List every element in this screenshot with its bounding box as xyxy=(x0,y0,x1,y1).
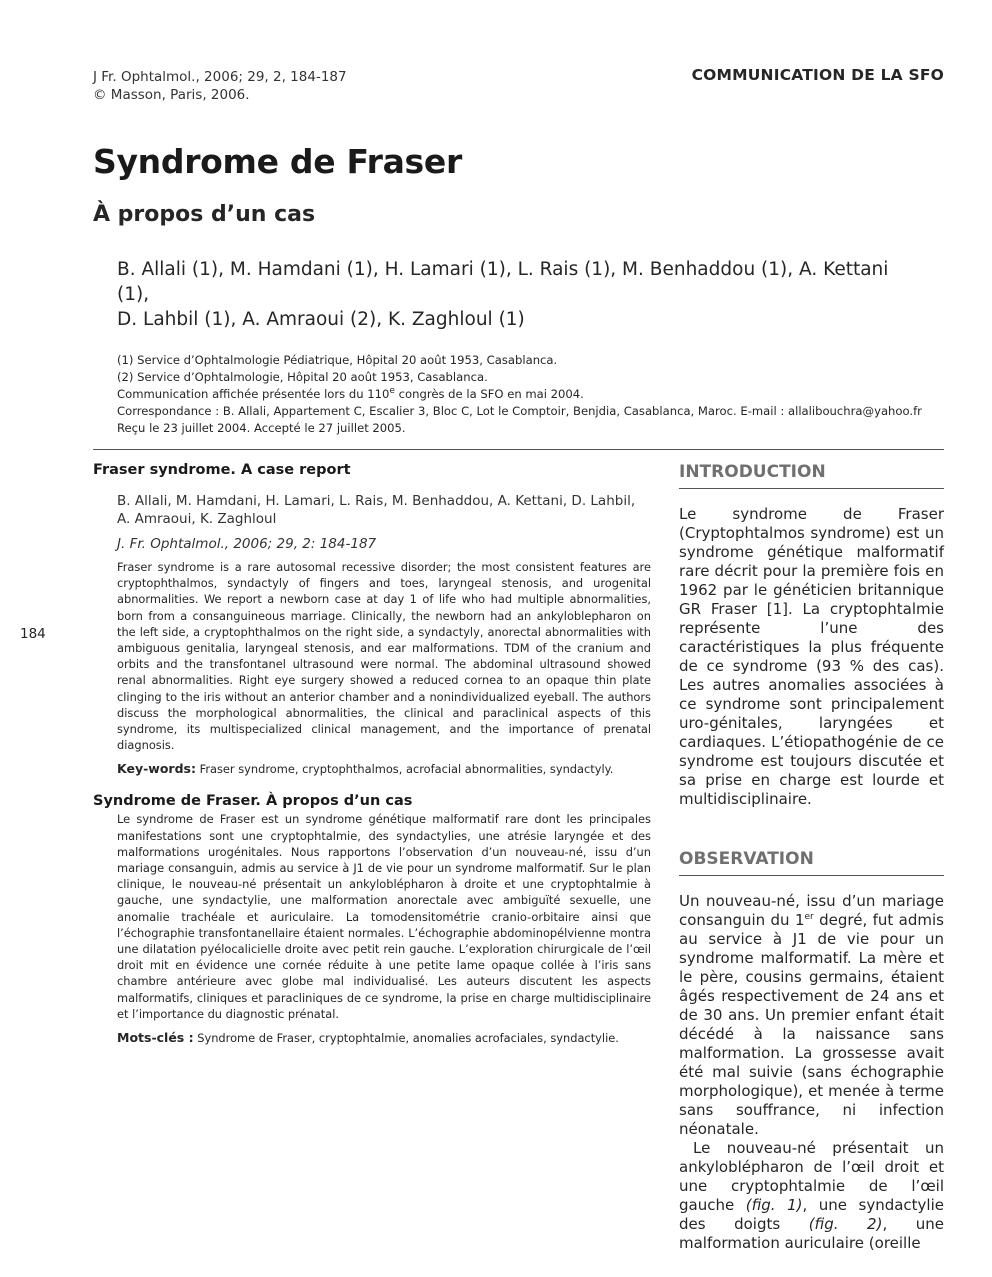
keywords-label: Key-words: xyxy=(117,761,196,777)
figure-1-reference: (fig. 1) xyxy=(745,1196,803,1214)
introduction-paragraph: Le syndrome de Fraser (Cryptophtalmos syndrome) est un syndrome génétique malformatif rare décrit pour la première fois en 1962 par le généticien britannique GR Fraser [1]. La cryptophtalmie représente l’une des caractéristiques la plus fréquente de ce syndrome (93 % des cas). Les autres anomalies associées à ce syndrome sont principalement uro-génitales, laryngées et cardiaques. L’étiopathogénie de ce syndrome est toujours discutée et sa prise en charge est lourde et multidisciplinaire. xyxy=(679,505,944,808)
french-abstract-title: Syndrome de Fraser. À propos d’un cas xyxy=(93,793,413,810)
french-abstract-text: Le syndrome de Fraser est un syndrome génétique malformatif rare dont les principales manifestations sont une cryptophtalmie, des syndactylies, une atrésie laryngée et des malformations urogénitales. Nous rapportons l’observation d’un nouveau-né, issu d’un mariage consanguin, admis au service à J1 de vie pour un syndrome malformatif. Sur le plan clinique, le nouveau-né présentait un ankyloblépharon à droite et une cryptophtalmie à gauche, une syndactylie, une malformation anorectale avec ambiguïté sexuelle, une anomalie trachéale et auriculaire. La tomodensitométrie cranio-orbitaire ainsi que l’échographie transfontanellaire étaient normales. L’échographie abdominopélvienne montra une dilatation pyélocalicielle droite avec petit rein gauche. L’exploration chirurgicale de l’œil droit mit en évidence une cornée réduite à une petite lame opaque collée à l’iris sans chambre antérieure avec globe mal individualisé. Les auteurs discutent les aspects malformatifs, cliniques et paracliniques de ce syndrome, la prise en charge multidisciplinaire et l’importance du diagnostic prénatal. xyxy=(117,812,651,1021)
authors-line-1: B. Allali (1), M. Hamdani (1), H. Lamari (1), L. Rais (1), M. Benhaddou (1), A. Kettani (1), xyxy=(117,259,889,305)
page-number: 184 xyxy=(20,626,46,642)
communication-note xyxy=(117,386,947,403)
english-abstract-authors xyxy=(117,492,651,528)
communication-text: Communication affichée présentée lors du 110 xyxy=(117,387,390,401)
received-note: Reçu le 23 juillet 2004. Accepté le 27 juillet 2005. xyxy=(117,421,406,435)
obs-p2-text-a: Le nouveau-né présentait un ankyloblépharon de l’œil droit et une cryptophtalmie de l’œil gauche xyxy=(679,1139,944,1214)
observation-heading: OBSERVATION xyxy=(679,849,944,876)
authors-line-2: D. Lahbil (1), A. Amraoui (2), K. Zaghloul (1) xyxy=(117,309,525,330)
communication-text-end: congrès de la SFO en mai 2004. xyxy=(394,387,584,401)
obs-p1-sup: er xyxy=(804,912,814,922)
mots-cles-text: Syndrome de Fraser, cryptophtalmie, anomalies acrofaciales, syndactylie. xyxy=(197,1031,619,1046)
journal-copyright: © Masson, Paris, 2006. xyxy=(93,87,250,103)
communication-sup: e xyxy=(389,386,395,397)
english-abstract-citation: J. Fr. Ophtalmol., 2006; 29, 2: 184-187 xyxy=(117,536,377,552)
obs-p2-text-c: , une malformation auriculaire (oreille xyxy=(679,1215,945,1252)
section-tag: COMMUNICATION DE LA SFO xyxy=(691,66,944,84)
journal-reference xyxy=(93,68,347,104)
header-divider xyxy=(93,449,944,450)
author-list xyxy=(117,257,917,332)
english-authors-line-2: A. Amraoui, K. Zaghloul xyxy=(117,511,277,527)
journal-citation: J Fr. Ophtalmol., 2006; 29, 2, 184-187 xyxy=(93,69,347,85)
mots-cles-label: Mots-clés : xyxy=(117,1030,194,1046)
english-abstract-text: Fraser syndrome is a rare autosomal recessive disorder; the most consistent features are cryptophthalmos, syndactyly of fingers and toes, laryngeal stenosis, and urogenital abnormalities. We report a newborn case at day 1 of life who had multiple abnormalities, born from a consanguineous marriage. Clinically, the newborn had an ankyloblepharon on the left side, a cryptophthalmos on the right side, a syndactyly, anorectal abnormalities with ambiguous genitalia, laryngeal stenosis, and ear malformations. TDM of the cranium and orbits and the transfontanel ultrasound were normal. The abdominal ultrasound showed renal abnormalities. Right eye surgery showed a reduced cornea to an opaque thin plate clinging to the iris without an anterior chamber and a nonindividualized eyeball. The authors discuss the morphological abnormalities, the clinical and paraclinical aspects of this syndrome, its multispecialized clinical management, and the importance of prenatal diagnosis. xyxy=(117,560,651,753)
english-abstract-title: Fraser syndrome. A case report xyxy=(93,462,351,478)
obs-p1-text-end: degré, fut admis au service à J1 de vie pour un syndrome malformatif. La mère et le père, cousins germains, étaient âgés respectivement de 24 ans et de 30 ans. Un premier enfant était décédé à la naissance sans malformation. La grossesse avait été mal suivie (sans échographie morphologique), et menée à terme sans souffrance, ni infection néonatale. xyxy=(679,911,944,1138)
affiliation-2: (2) Service d’Ophtalmologie, Hôpital 20 août 1953, Casablanca. xyxy=(117,370,488,384)
english-keywords xyxy=(117,761,651,777)
article-title: Syndrome de Fraser xyxy=(93,142,462,181)
body-column xyxy=(679,462,944,1253)
obs-p2-text-b: , une syndactylie des doigts xyxy=(679,1196,944,1233)
abstracts-column xyxy=(93,462,651,1046)
observation-paragraph-1 xyxy=(679,892,944,1139)
english-authors-line-1: B. Allali, M. Hamdani, H. Lamari, L. Rais, M. Benhaddou, A. Kettani, D. Lahbil, xyxy=(117,493,636,509)
french-keywords xyxy=(117,1030,651,1046)
affiliations-block xyxy=(117,352,947,437)
correspondence-note: Correspondance : B. Allali, Appartement C, Escalier 3, Bloc C, Lot le Comptoir, Benjdia, Casablanca, Maroc. E-mail : allalibouchra@yahoo.fr xyxy=(117,404,922,418)
observation-paragraph-2 xyxy=(679,1139,944,1253)
keywords-text: Fraser syndrome, cryptophthalmos, acrofacial abnormalities, syndactyly. xyxy=(199,762,614,777)
introduction-heading: INTRODUCTION xyxy=(679,462,944,489)
article-subtitle: À propos d’un cas xyxy=(93,202,316,227)
figure-2-reference: (fig. 2) xyxy=(808,1215,883,1233)
obs-p1-text: Un nouveau-né, issu d’un mariage consanguin du 1 xyxy=(679,892,944,929)
affiliation-1: (1) Service d’Ophtalmologie Pédiatrique, Hôpital 20 août 1953, Casablanca. xyxy=(117,353,558,367)
